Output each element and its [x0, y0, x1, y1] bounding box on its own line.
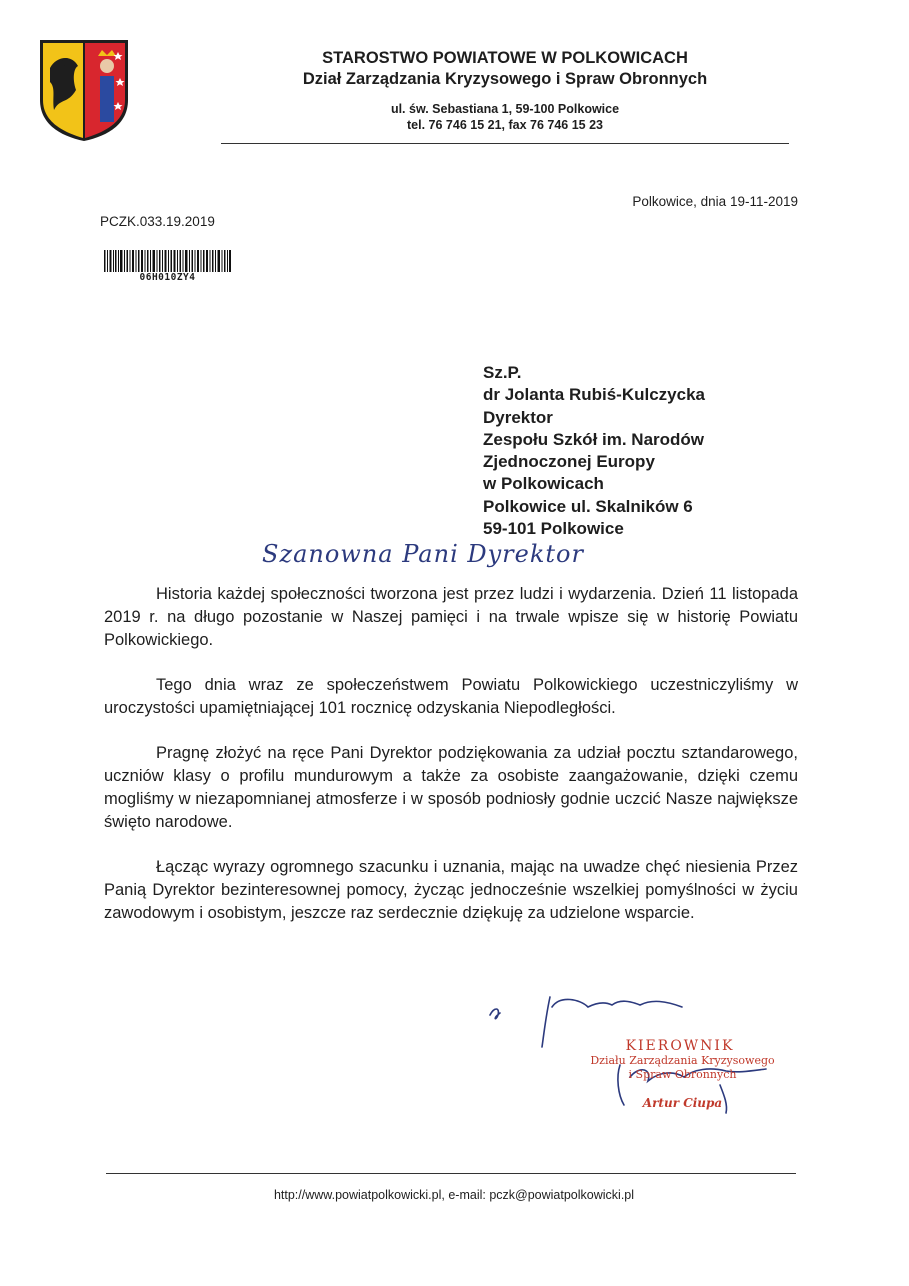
letterhead-title: [220, 48, 790, 90]
barcode-number: 06H010ZY4: [139, 272, 196, 283]
footer-email-link[interactable]: pczk@powiatpolkowicki.pl: [489, 1188, 635, 1202]
stamp-title: KIEROWNIK: [625, 1038, 735, 1054]
footer-website-link[interactable]: http://www.powiatpolkowicki.pl: [273, 1188, 442, 1202]
recipient-line: Zespołu Szkół im. Narodów: [483, 429, 705, 449]
stamp-department-line: i Spraw Obronnych: [628, 1068, 737, 1081]
recipient-line: Polkowice ul. Skalników 6: [483, 496, 693, 516]
recipient-line: Zjednoczonej Europy: [483, 452, 655, 472]
recipient-address: [483, 362, 705, 540]
body-paragraph: Łącząc wyrazy ogromnego szacunku i uznania, mając na uwadze chęć niesienia Przez Panią Dyrektor bezinteresownej pomocy, życząc jednocześnie wszelkiej pomyślności w życiu zawodowym i osobistym, jeszcze raz serdecznie dziękuję za udzielone wsparcie.: [104, 858, 798, 922]
footer-contact: [104, 1188, 804, 1202]
recipient-line: 59-101 Polkowice: [483, 519, 624, 539]
letterhead-contact: [220, 101, 790, 133]
place-date: Polkowice, dnia 19-11-2019: [632, 194, 798, 209]
reference-number: PCZK.033.19.2019: [100, 214, 215, 229]
footer-separator: , e-mail:: [441, 1188, 490, 1202]
body-paragraph: Pragnę złożyć na ręce Pani Dyrektor podziękowania za udział pocztu sztandarowego, uczniów klasy o profilu mundurowym a także za osobiste zaangażowanie, dzięki czemu mogliśmy w niezapomnianej atmosferze i w sposób podniosły godnie uczcić Nasze największe święto narodowe.: [104, 744, 798, 831]
body-paragraph: Historia każdej społeczności tworzona jest przez ludzi i wydarzenia. Dzień 11 listopada 2019 r. na długo pozostanie w Naszej pamięci i na trwale wpisze się w historię Powiatu Polkowickiego.: [104, 585, 798, 649]
body-paragraph: Tego dnia wraz ze społeczeństwem Powiatu Polkowickiego uczestniczyliśmy w uroczystości upamiętniającej 101 rocznicę odzyskania Niepodległości.: [104, 676, 798, 717]
institution-name: STAROSTWO POWIATOWE W POLKOWICACH: [322, 49, 688, 67]
stamp-signatory-name: Artur Ciupa: [642, 1096, 723, 1110]
department-name: Dział Zarządzania Kryzysowego i Spraw Obronnych: [302, 70, 708, 88]
recipient-line: Dyrektor: [483, 407, 553, 427]
recipient-line: Sz.P.: [483, 363, 522, 382]
footer-divider: [106, 1173, 796, 1174]
coat-of-arms-logo: [38, 38, 130, 142]
handwritten-salutation: Szanowna Pani Dyrektor: [262, 540, 584, 568]
barcode: [104, 250, 231, 272]
header-divider: [221, 143, 789, 144]
letter-body: [104, 583, 798, 947]
stamp-department-line: Działu Zarządzania Kryzysowego: [590, 1054, 775, 1067]
recipient-line: dr Jolanta Rubiś-Kulczycka: [483, 385, 706, 405]
recipient-line: w Polkowicach: [483, 474, 604, 494]
phone-line: tel. 76 746 15 21, fax 76 746 15 23: [407, 118, 603, 132]
address-line: ul. św. Sebastiana 1, 59-100 Polkowice: [390, 102, 620, 116]
